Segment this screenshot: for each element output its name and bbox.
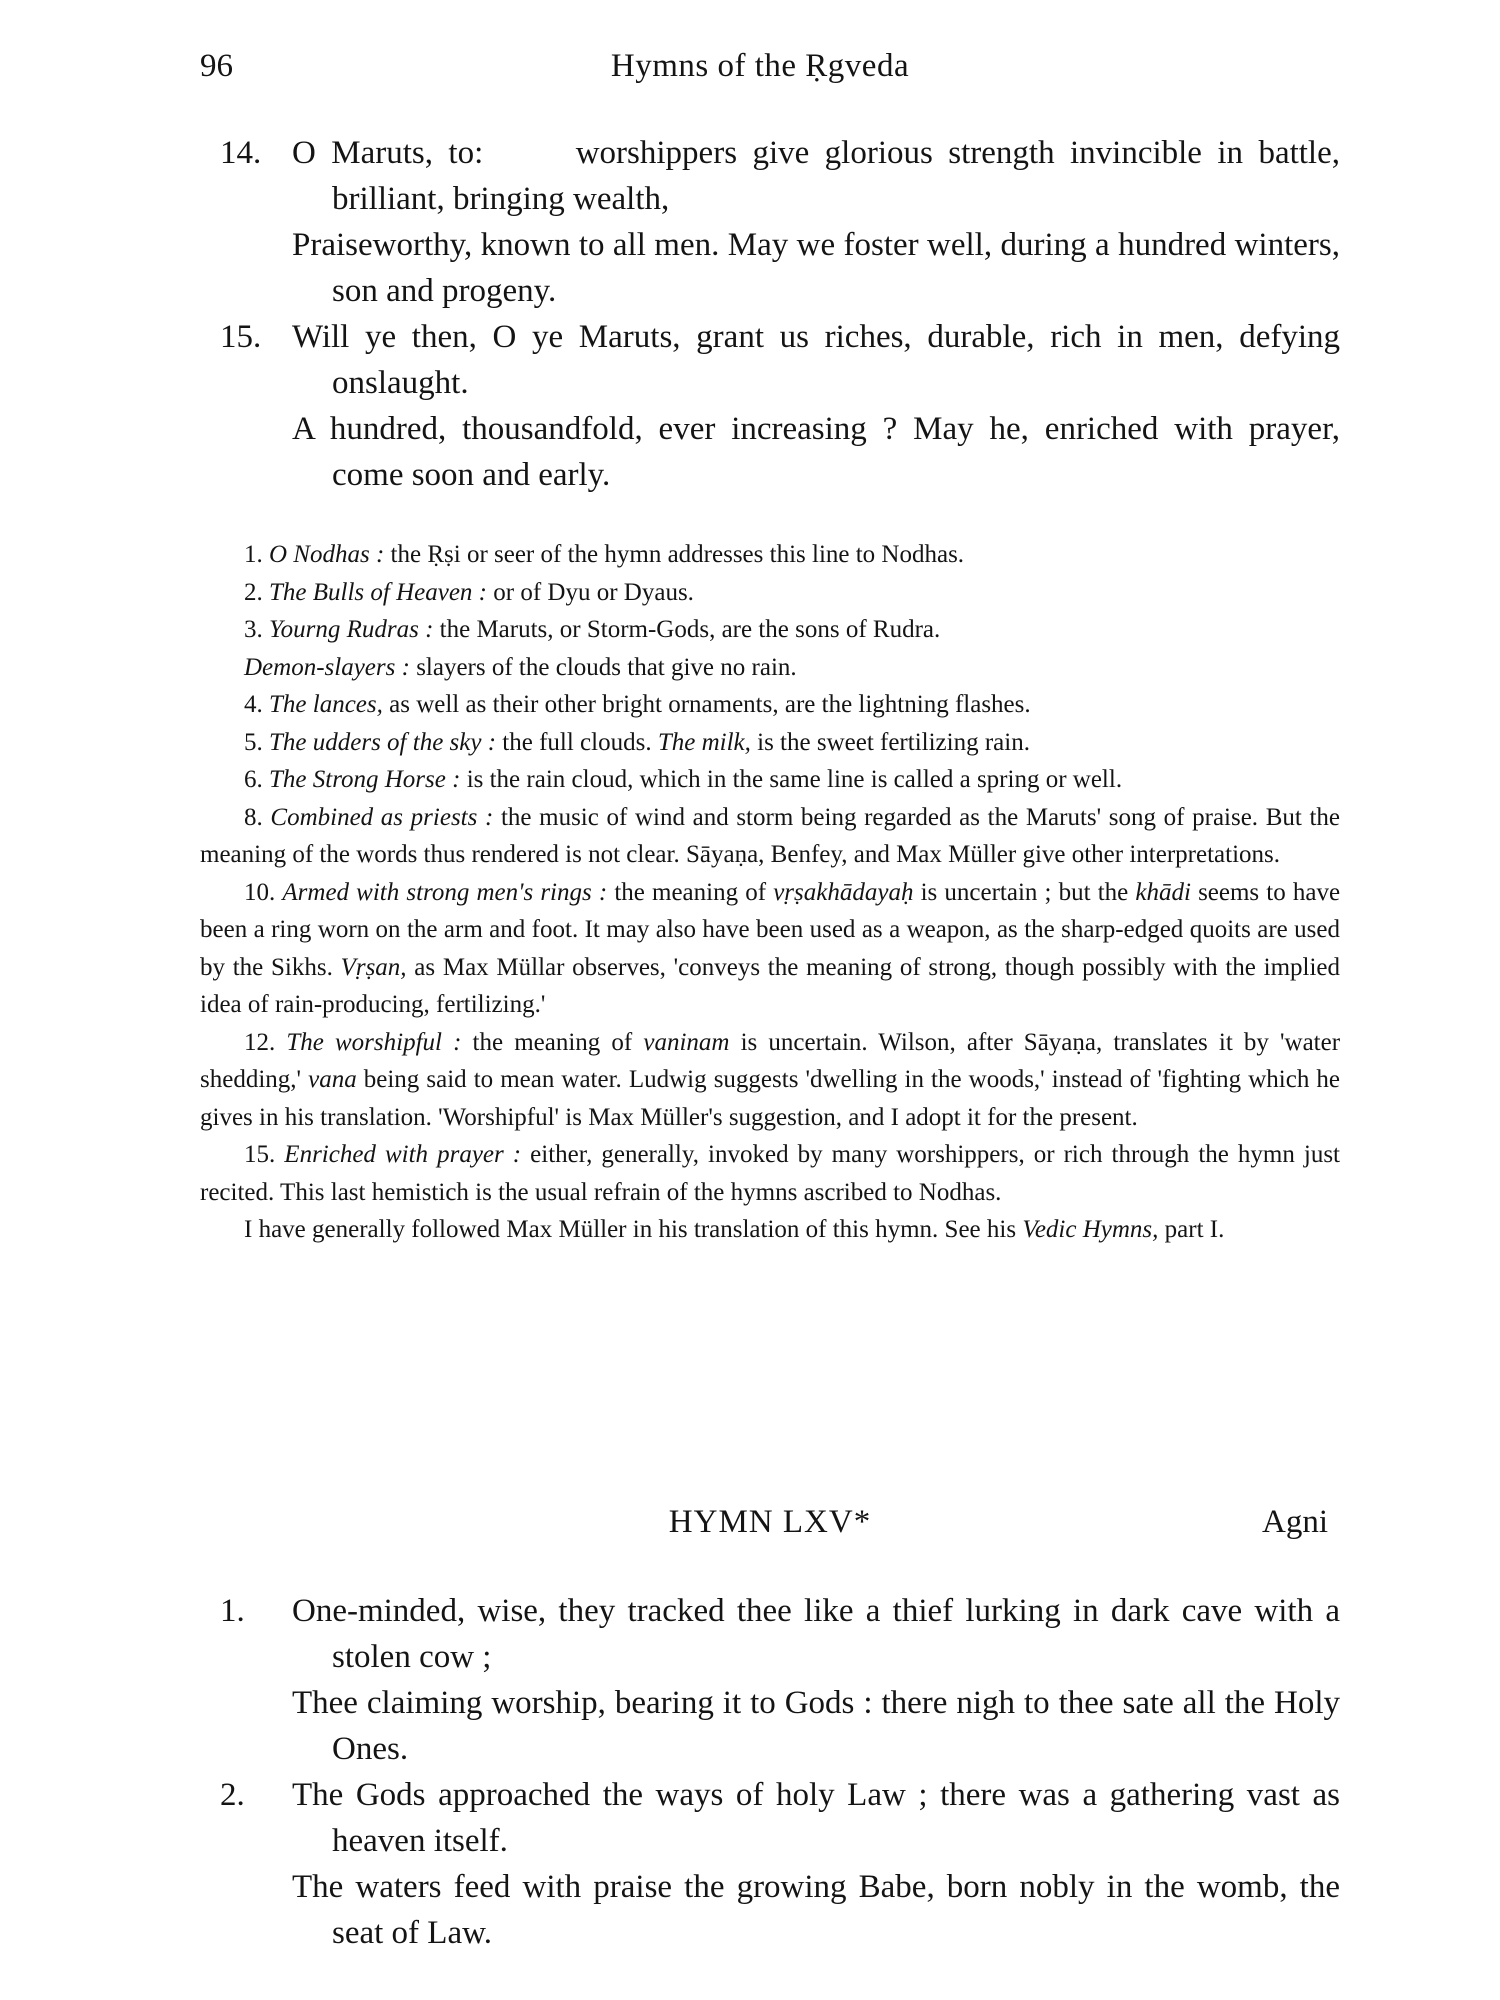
footnote-term: O Nodhas : — [269, 541, 385, 568]
footnote — [200, 724, 1340, 762]
footnote-term: vaninam — [643, 1028, 730, 1056]
footnote-number: 4. — [244, 691, 263, 718]
footnote-number: 6. — [244, 766, 263, 793]
footnote-text: the Ṛṣi or seer of the hymn addresses this line to Nodhas. — [390, 541, 965, 568]
footnote — [200, 1136, 1340, 1211]
footnote-number: 3. — [244, 616, 263, 643]
verse-line: The waters feed with praise the growing Babe, born nobly in the womb, the seat of Law. — [292, 1869, 1340, 1951]
footnote-term: The lances, — [269, 691, 383, 718]
verse — [200, 130, 1349, 314]
footnote-term: Armed with strong men's rings : — [282, 878, 608, 906]
footnote-number: 12. — [244, 1028, 276, 1056]
footnote-text: as well as their other bright ornaments, are the lightning flashes. — [389, 691, 1031, 718]
footnote-text: the meaning of — [614, 878, 767, 906]
verse-number: 14. — [220, 135, 262, 171]
hymn-heading — [200, 1504, 1340, 1554]
page-number: 96 — [200, 48, 233, 84]
footnote-term: vṛṣakhādayaḥ — [773, 878, 914, 906]
footnote-number: 2. — [244, 578, 263, 606]
footnote-term: Vedic Hymns, — [1022, 1216, 1159, 1243]
footnote-number: 15. — [244, 1141, 276, 1168]
verse-number: 1. — [220, 1593, 245, 1629]
footnote-term: Demon-slayers : — [244, 653, 410, 681]
footnote-number: 5. — [244, 728, 263, 756]
footnote-text: or of Dyu or Dyaus. — [493, 578, 694, 606]
footnote-text: slayers of the clouds that give no rain. — [416, 653, 797, 681]
footnote-term: vana — [308, 1066, 357, 1093]
hymn-deity: Agni — [1262, 1504, 1328, 1540]
footnote-text: part I. — [1164, 1216, 1225, 1243]
footnote — [200, 686, 1340, 724]
footnote-text: seems to have been a ring worn on the arm and foot. It may also have been used as a weapon, as the sharp-edged quoits are used by the Sikhs. — [200, 878, 1341, 981]
hymn-title: HYMN LXV* — [668, 1504, 872, 1540]
footnote — [200, 574, 1340, 612]
footnote-text: either, generally, invoked by many worshippers, or rich through the hymn just recited. This last hemistich is the usual refrain of the hymns ascribed to Nodhas. — [200, 1141, 1341, 1206]
verse-line: Will ye then, O ye Maruts, grant us riches, durable, rich in men, defying onslaught. — [292, 319, 1340, 401]
footnote — [200, 799, 1340, 874]
verses-bottom — [200, 1588, 1340, 1956]
footnote-text: is the rain cloud, which in the same line is called a spring or well. — [466, 766, 1123, 793]
footnote-term: The Strong Horse : — [269, 766, 461, 793]
footnotes — [200, 536, 1340, 1249]
footnote-term: Vṛṣan, — [340, 953, 407, 981]
running-title: Hymns of the Ṛgveda — [610, 48, 910, 84]
footnote-text: I have generally followed Max Müller in his translation of this hymn. See his — [244, 1216, 1017, 1243]
footnote — [200, 536, 1340, 574]
footnote-text: is uncertain ; but the — [920, 878, 1129, 906]
footnote-term: Yourng Rudras : — [269, 616, 434, 643]
footnote-text: the meaning of — [472, 1028, 633, 1056]
footnote — [200, 761, 1340, 799]
verse-line: One-minded, wise, they tracked thee like a thief lurking in dark cave with a stolen cow ; — [292, 1593, 1340, 1675]
verse — [200, 1588, 1340, 1772]
footnote-text: is the sweet fertilizing rain. — [757, 728, 1030, 756]
footnote-text: the music of wind and storm being regarded as the Maruts' song of praise. But the meaning of the words thus rendered is not clear. Sāyaṇa, Benfey, and Max Müller give other interpretations. — [200, 803, 1341, 868]
verse-line: Thee claiming worship, bearing it to Gods : there nigh to thee sate all the Holy Ones. — [292, 1685, 1340, 1767]
verse-line: The Gods approached the ways of holy Law ; there was a gathering vast as heaven itself. — [292, 1777, 1340, 1859]
footnote-number: 1. — [244, 541, 263, 568]
footnote — [200, 1211, 1340, 1249]
footnote-term: The Bulls of Heaven : — [269, 578, 488, 606]
verse-line: O Maruts, to: worshippers give glorious strength invincible in battle, brilliant, bringing wealth, — [292, 135, 1349, 217]
footnote — [200, 649, 1340, 687]
footnote-text: is uncertain. Wilson, after Sāyaṇa, translates it by 'water shedding,' — [200, 1028, 1341, 1093]
footnote — [200, 1024, 1340, 1137]
footnote-term: The udders of the sky : — [269, 728, 497, 756]
footnote-term: Enriched with prayer : — [284, 1141, 522, 1168]
footnote-text: as Max Müllar observes, 'conveys the meaning of strong, though possibly with the implied idea of rain-producing, fertilizing.' — [200, 953, 1341, 1018]
footnote-term: The worshipful : — [286, 1028, 462, 1056]
verse-number: 2. — [220, 1777, 245, 1813]
footnote-term: khādi — [1135, 878, 1191, 906]
verses-top — [200, 130, 1349, 498]
footnote-term: The milk, — [657, 728, 751, 756]
verse-number: 15. — [220, 319, 262, 355]
footnote-text: the full clouds. — [502, 728, 652, 756]
verse — [200, 314, 1340, 498]
verse — [200, 1772, 1340, 1956]
footnote-number: 8. — [244, 803, 263, 831]
footnote-text: being said to mean water. Ludwig suggests 'dwelling in the woods,' instead of 'fighting which he gives in his translation. 'Worshipful' is Max Müller's suggestion, and I adopt it for the present. — [200, 1066, 1340, 1131]
footnote-text: the Maruts, or Storm-Gods, are the sons of Rudra. — [439, 616, 941, 643]
footnote-term: Combined as priests : — [270, 803, 494, 831]
footnote — [200, 611, 1340, 649]
verse-line: A hundred, thousandfold, ever increasing ? May he, enriched with prayer, come soon and early. — [292, 411, 1340, 493]
footnote-number: 10. — [244, 878, 276, 906]
page-header — [200, 48, 1320, 98]
footnote — [200, 874, 1340, 1024]
verse-line: Praiseworthy, known to all men. May we foster well, during a hundred winters, son and progeny. — [292, 227, 1340, 309]
